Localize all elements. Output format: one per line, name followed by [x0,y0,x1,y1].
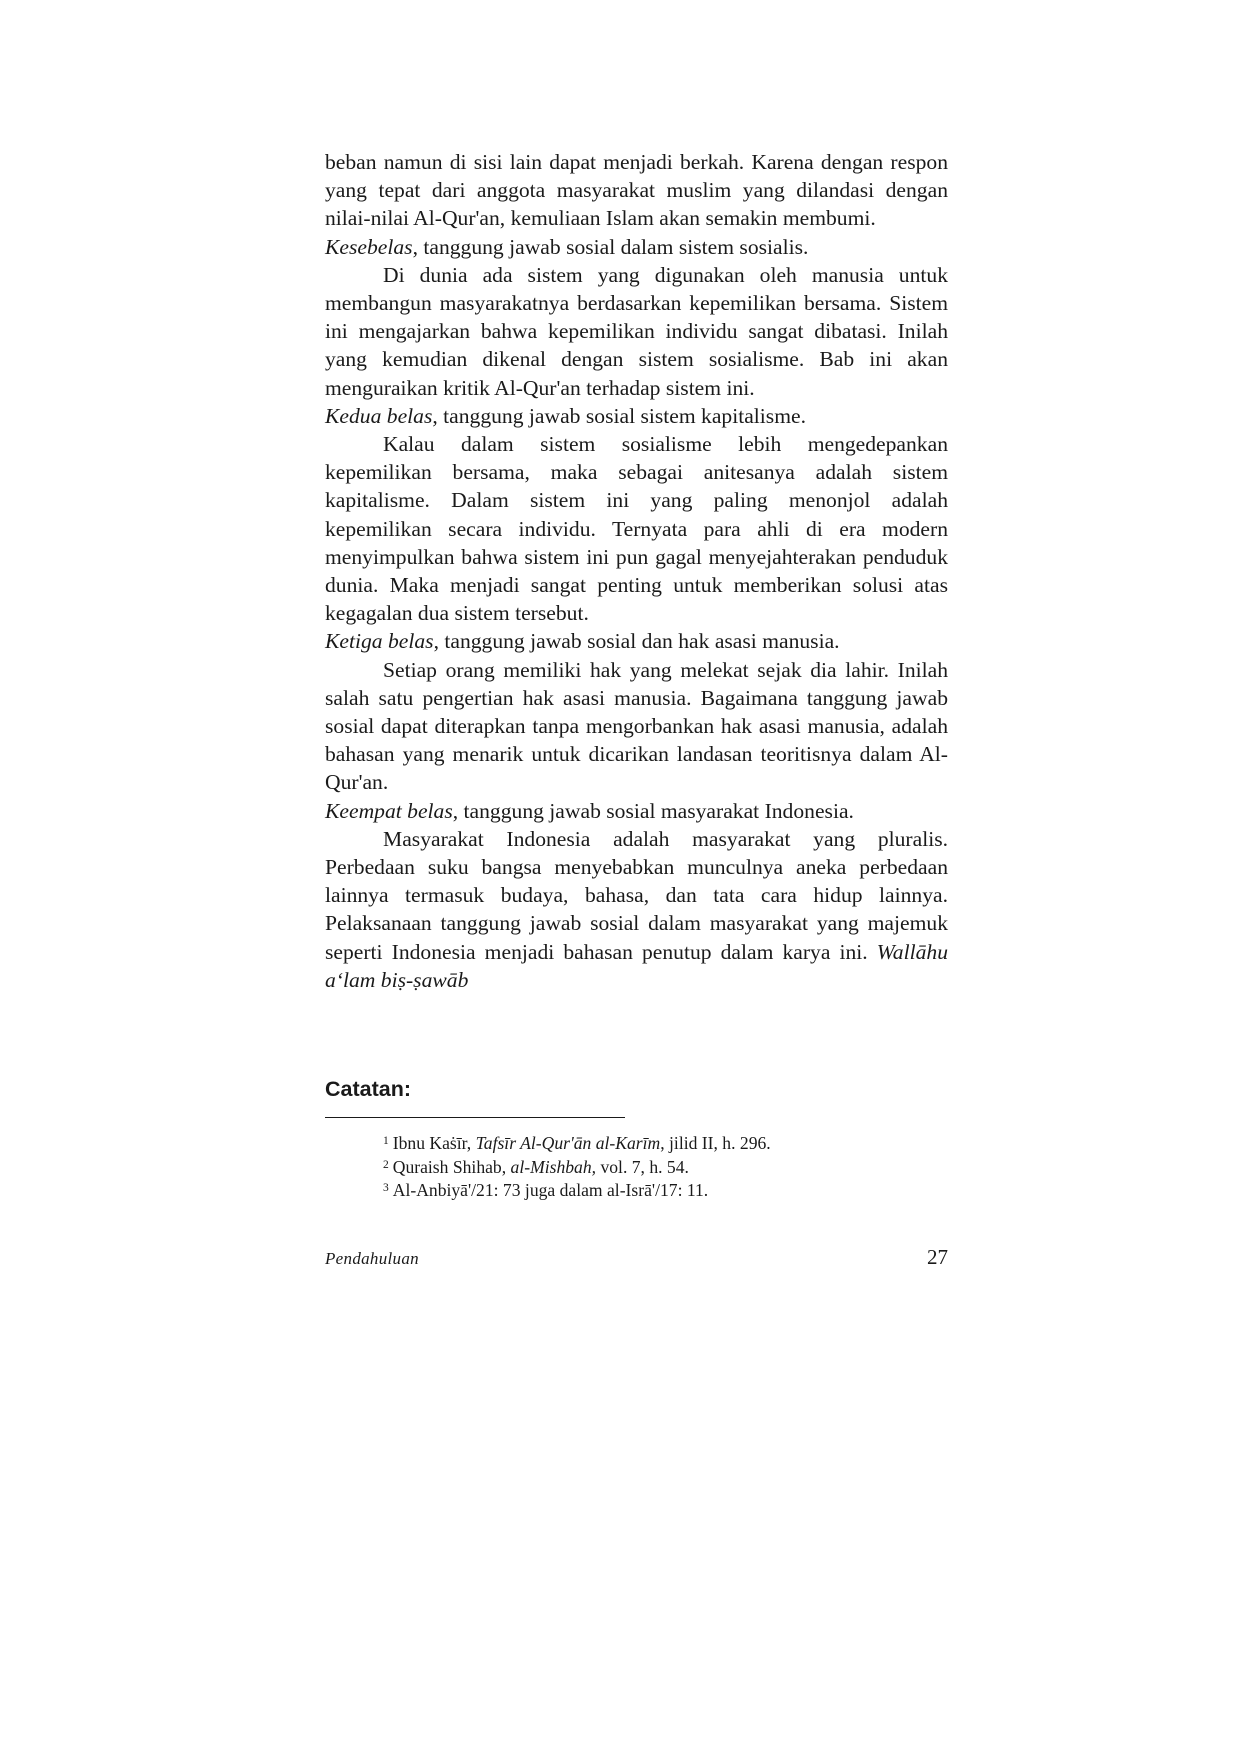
footnote [383,1179,943,1203]
paragraph: Setiap orang memiliki hak yang melekat sejak dia lahir. Inilah salah satu pengertian hak asasi manusia. Bagaimana tanggung jawab sosial dapat diterapkan tanpa mengorbankan hak asasi manusia, adalah bahasan yang menarik untuk dicarikan landasan teoritisnya dalam Al-Qur'an. [325,657,948,795]
paragraph: Kalau dalam sistem sosialisme lebih mengedepankan kepemilikan bersama, maka sebagai anitesanya adalah sistem kapitalisme. Dalam sistem ini yang paling menonjol adalah kepemilikan secara individu. Ternyata para ahli di era modern menyimpulkan bahwa sistem ini pun gagal menyejahterakan penduduk dunia. Maka menjadi sangat penting untuk memberikan solusi atas kegagalan dua sistem tersebut. [325,432,948,626]
footnote-text: Quraish Shihab, [392,1156,511,1177]
footnote-text: Al-Anbiyā'/21: 73 juga dalam al-Isrā'/17: 11. [392,1180,709,1200]
section-heading-text: , tanggung jawab sosial dan hak asasi manusia. [433,629,840,654]
section-heading-kedua-belas [325,402,948,430]
running-title: Pendahuluan [325,1249,419,1268]
footnote-number: 1 [383,1135,389,1147]
page-number: 27 [927,1245,948,1269]
paragraph [325,825,948,994]
section-heading-kesebelas [325,233,948,261]
paragraph: beban namun di sisi lain dapat menjadi berkah. Karena dengan respon yang tepat dari anggota masyarakat muslim yang dilandasi dengan nilai-nilai Al-Qur'an, kemuliaan Islam akan semakin membumi. [325,150,948,231]
section-heading-ketiga-belas [325,627,948,655]
section-heading-text: , tanggung jawab sosial dalam sistem sosialis. [412,234,809,259]
section-heading-text: , tanggung jawab sosial sistem kapitalisme. [432,403,806,428]
main-text [325,148,948,994]
section-heading-lead: Ketiga belas [325,629,434,654]
footnote [383,1132,943,1156]
footnote-title: Tafsīr Al-Qur'ān al-Karīm [475,1133,661,1153]
section-heading-keempat-belas [325,797,948,825]
footnote-text: vol. 7, h. 54. [596,1156,689,1177]
section-heading-lead: Kesebelas [325,234,413,259]
closing-phrase: Wallāhu a‘lam biṣ-ṣawāb [325,939,948,992]
footnote-list [383,1132,943,1203]
footnote-text: , jilid II, h. 296. [660,1133,771,1153]
notes-title: Catatan: [325,1077,412,1101]
paragraph: Di dunia ada sistem yang digunakan oleh manusia untuk membangun masyarakatnya berdasarkan kepemilikan bersama. Sistem ini mengajarkan bahwa kepemilikan individu sangat dibatasi. Inilah yang kemudian dikenal dengan sistem sosialisme. Bab ini akan menguraikan kritik Al-Qur'an terhadap sistem ini. [325,262,948,400]
footnote-number: 2 [383,1158,389,1171]
paragraph-text: Masyarakat Indonesia adalah masyarakat yang pluralis. Perbedaan suku bangsa menyebabkan munculnya aneka perbedaan lainnya termasuk budaya, bahasa, dan tata cara hidup lainnya. Pelaksanaan tanggung jawab sosial dalam masyarakat yang majemuk seperti Indonesia menjadi bahasan penutup dalam karya ini. [325,826,948,964]
section-heading-lead: Keempat belas [325,798,453,823]
section-heading-text: , tanggung jawab sosial masyarakat Indonesia. [452,798,854,823]
section-heading-lead: Kedua belas [325,403,433,428]
footnote-title: al-Mishbah, [510,1156,597,1177]
notes-divider [325,1117,625,1118]
footnote-text: Ibnu Kaṡīr, [392,1133,476,1153]
footnote-number: 3 [383,1182,389,1194]
footnote [383,1156,943,1180]
